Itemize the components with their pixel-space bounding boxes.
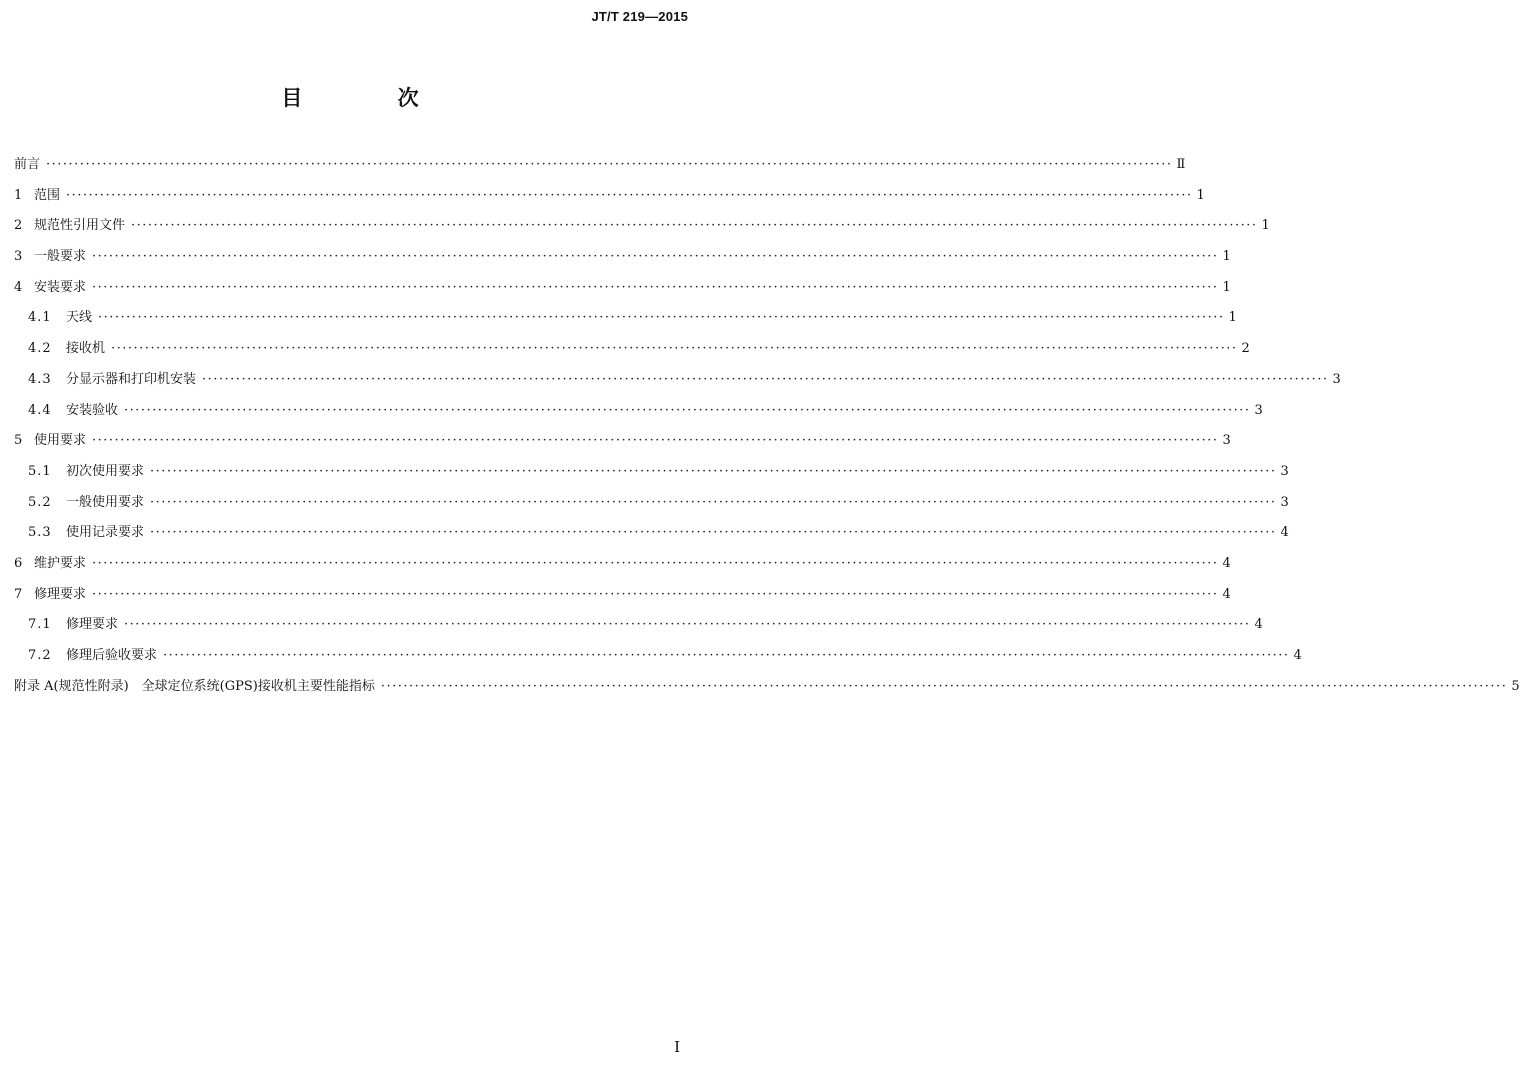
toc-entry-number: 2 <box>14 218 23 234</box>
toc-entry-number: 4.3 <box>28 371 52 387</box>
toc-entry-page: 4 <box>1280 525 1289 541</box>
page-number: I <box>674 1038 680 1056</box>
toc-entry-label: 附录 A(规范性附录) 全球定位系统(GPS)接收机主要性能指标 <box>14 678 375 694</box>
toc-leader-dots: ········································································································································································································ <box>150 494 1277 510</box>
toc-entry-number: 7 <box>14 586 23 602</box>
toc-leader-dots: ········································································································································································································ <box>111 341 1238 357</box>
toc-entry-page: 3 <box>1222 433 1231 449</box>
toc-entry-number: 1 <box>14 187 23 203</box>
toc-entry-number: 4.2 <box>28 341 52 357</box>
toc-leader-dots: ········································································································································································································ <box>92 555 1219 571</box>
toc-entry-number: 4 <box>14 279 23 295</box>
toc-entry-page: 4 <box>1293 648 1302 663</box>
toc-entry-number: 6 <box>14 555 23 571</box>
toc-entry[interactable] <box>14 150 1186 181</box>
toc-entry[interactable] <box>14 610 1263 641</box>
toc-entry-label: 范围 <box>34 187 61 203</box>
toc-leader-dots: ········································································································································································································ <box>92 249 1219 265</box>
toc-entry-page: 2 <box>1241 341 1250 357</box>
toc-leader-dots: ········································································································································································································ <box>92 433 1219 449</box>
toc-entry-number: 4.1 <box>28 310 52 326</box>
toc-entry-number: 5.2 <box>28 494 52 510</box>
toc-leader-dots: ········································································································································································································ <box>124 402 1251 418</box>
toc-entry-label: 使用要求 <box>34 433 87 449</box>
toc-entry-label: 安装要求 <box>34 279 87 295</box>
toc-leader-dots: ········································································································································································································ <box>163 648 1290 663</box>
toc-entry[interactable] <box>14 549 1231 580</box>
toc-entry[interactable] <box>14 211 1270 242</box>
toc-entry-label: 安装验收 <box>66 402 119 418</box>
toc-leader-dots: ········································································································································································································ <box>380 678 1508 694</box>
toc-leader-dots: ········································································································································································································ <box>98 310 1225 326</box>
toc-entry-page: 5 <box>1511 678 1520 694</box>
toc-entry-label: 接收机 <box>66 341 106 357</box>
toc-leader-dots: ········································································································································································································ <box>92 586 1219 602</box>
toc-entry-number: 5 <box>14 433 23 449</box>
toc-entry-number: 5.3 <box>28 525 52 541</box>
toc-entry-label: 修理要求 <box>34 586 87 602</box>
toc-entry[interactable] <box>14 518 1289 549</box>
toc-entry-page: 1 <box>1222 249 1231 265</box>
toc-entry-page: 3 <box>1280 494 1289 510</box>
toc-entry[interactable] <box>14 303 1237 334</box>
toc-entry[interactable] <box>14 334 1250 365</box>
toc-entry-label: 前言 <box>14 157 41 172</box>
toc-leader-dots: ········································································································································································································ <box>92 279 1219 295</box>
toc-entry-number: 4.4 <box>28 402 52 418</box>
toc-leader-dots: ········································································································································································································ <box>150 463 1277 479</box>
toc-entry-label: 维护要求 <box>34 555 87 571</box>
standard-code: JT/T 219—2015 <box>591 9 688 24</box>
toc-entry-page: 4 <box>1254 617 1263 633</box>
toc-entry-page: 4 <box>1222 555 1231 571</box>
toc-entry-number: 7.2 <box>28 648 52 663</box>
toc-entry[interactable] <box>14 488 1289 519</box>
toc-entry[interactable] <box>14 396 1263 427</box>
toc-entry-label: 规范性引用文件 <box>34 218 126 234</box>
toc-entry-label: 一般要求 <box>34 249 87 265</box>
toc-leader-dots: ········································································································································································································ <box>66 187 1193 203</box>
toc-leader-dots: ········································································································································································································ <box>202 371 1329 387</box>
toc-entry-page: 4 <box>1222 586 1231 602</box>
toc-entry[interactable] <box>14 426 1231 457</box>
toc-entry-number: 5.1 <box>28 463 52 479</box>
toc-entry-page: 3 <box>1254 402 1263 418</box>
toc-entry-page: 3 <box>1332 371 1341 387</box>
toc-entry-label: 天线 <box>66 310 93 326</box>
toc-entry-number: 7.1 <box>28 617 52 633</box>
toc-entry[interactable] <box>14 641 1302 672</box>
toc-entry-number: 3 <box>14 249 23 265</box>
toc-entry[interactable] <box>14 273 1231 304</box>
toc-entry[interactable] <box>14 181 1205 212</box>
toc-entry-page: 1 <box>1196 187 1205 203</box>
toc-entry-label: 一般使用要求 <box>66 494 145 510</box>
toc-leader-dots: ········································································································································································································ <box>46 157 1173 172</box>
toc-entry-label: 修理要求 <box>66 617 119 633</box>
toc-entry[interactable] <box>14 580 1231 611</box>
toc-leader-dots: ········································································································································································································ <box>131 218 1258 234</box>
table-of-contents <box>14 150 1520 702</box>
toc-leader-dots: ········································································································································································································ <box>150 525 1277 541</box>
toc-entry[interactable] <box>14 365 1341 396</box>
toc-entry-page: Ⅱ <box>1176 157 1186 172</box>
toc-entry-label: 初次使用要求 <box>66 463 145 479</box>
page-title: 目 次 <box>281 86 463 110</box>
toc-entry[interactable] <box>14 672 1520 703</box>
toc-entry[interactable] <box>14 457 1289 488</box>
toc-entry-page: 3 <box>1280 463 1289 479</box>
toc-entry[interactable] <box>14 242 1231 273</box>
toc-leader-dots: ········································································································································································································ <box>124 617 1251 633</box>
toc-entry-label: 使用记录要求 <box>66 525 145 541</box>
toc-entry-page: 1 <box>1228 310 1237 326</box>
toc-entry-page: 1 <box>1261 218 1270 234</box>
toc-entry-page: 1 <box>1222 279 1231 295</box>
toc-entry-label: 分显示器和打印机安装 <box>66 371 197 387</box>
toc-entry-label: 修理后验收要求 <box>66 648 158 663</box>
